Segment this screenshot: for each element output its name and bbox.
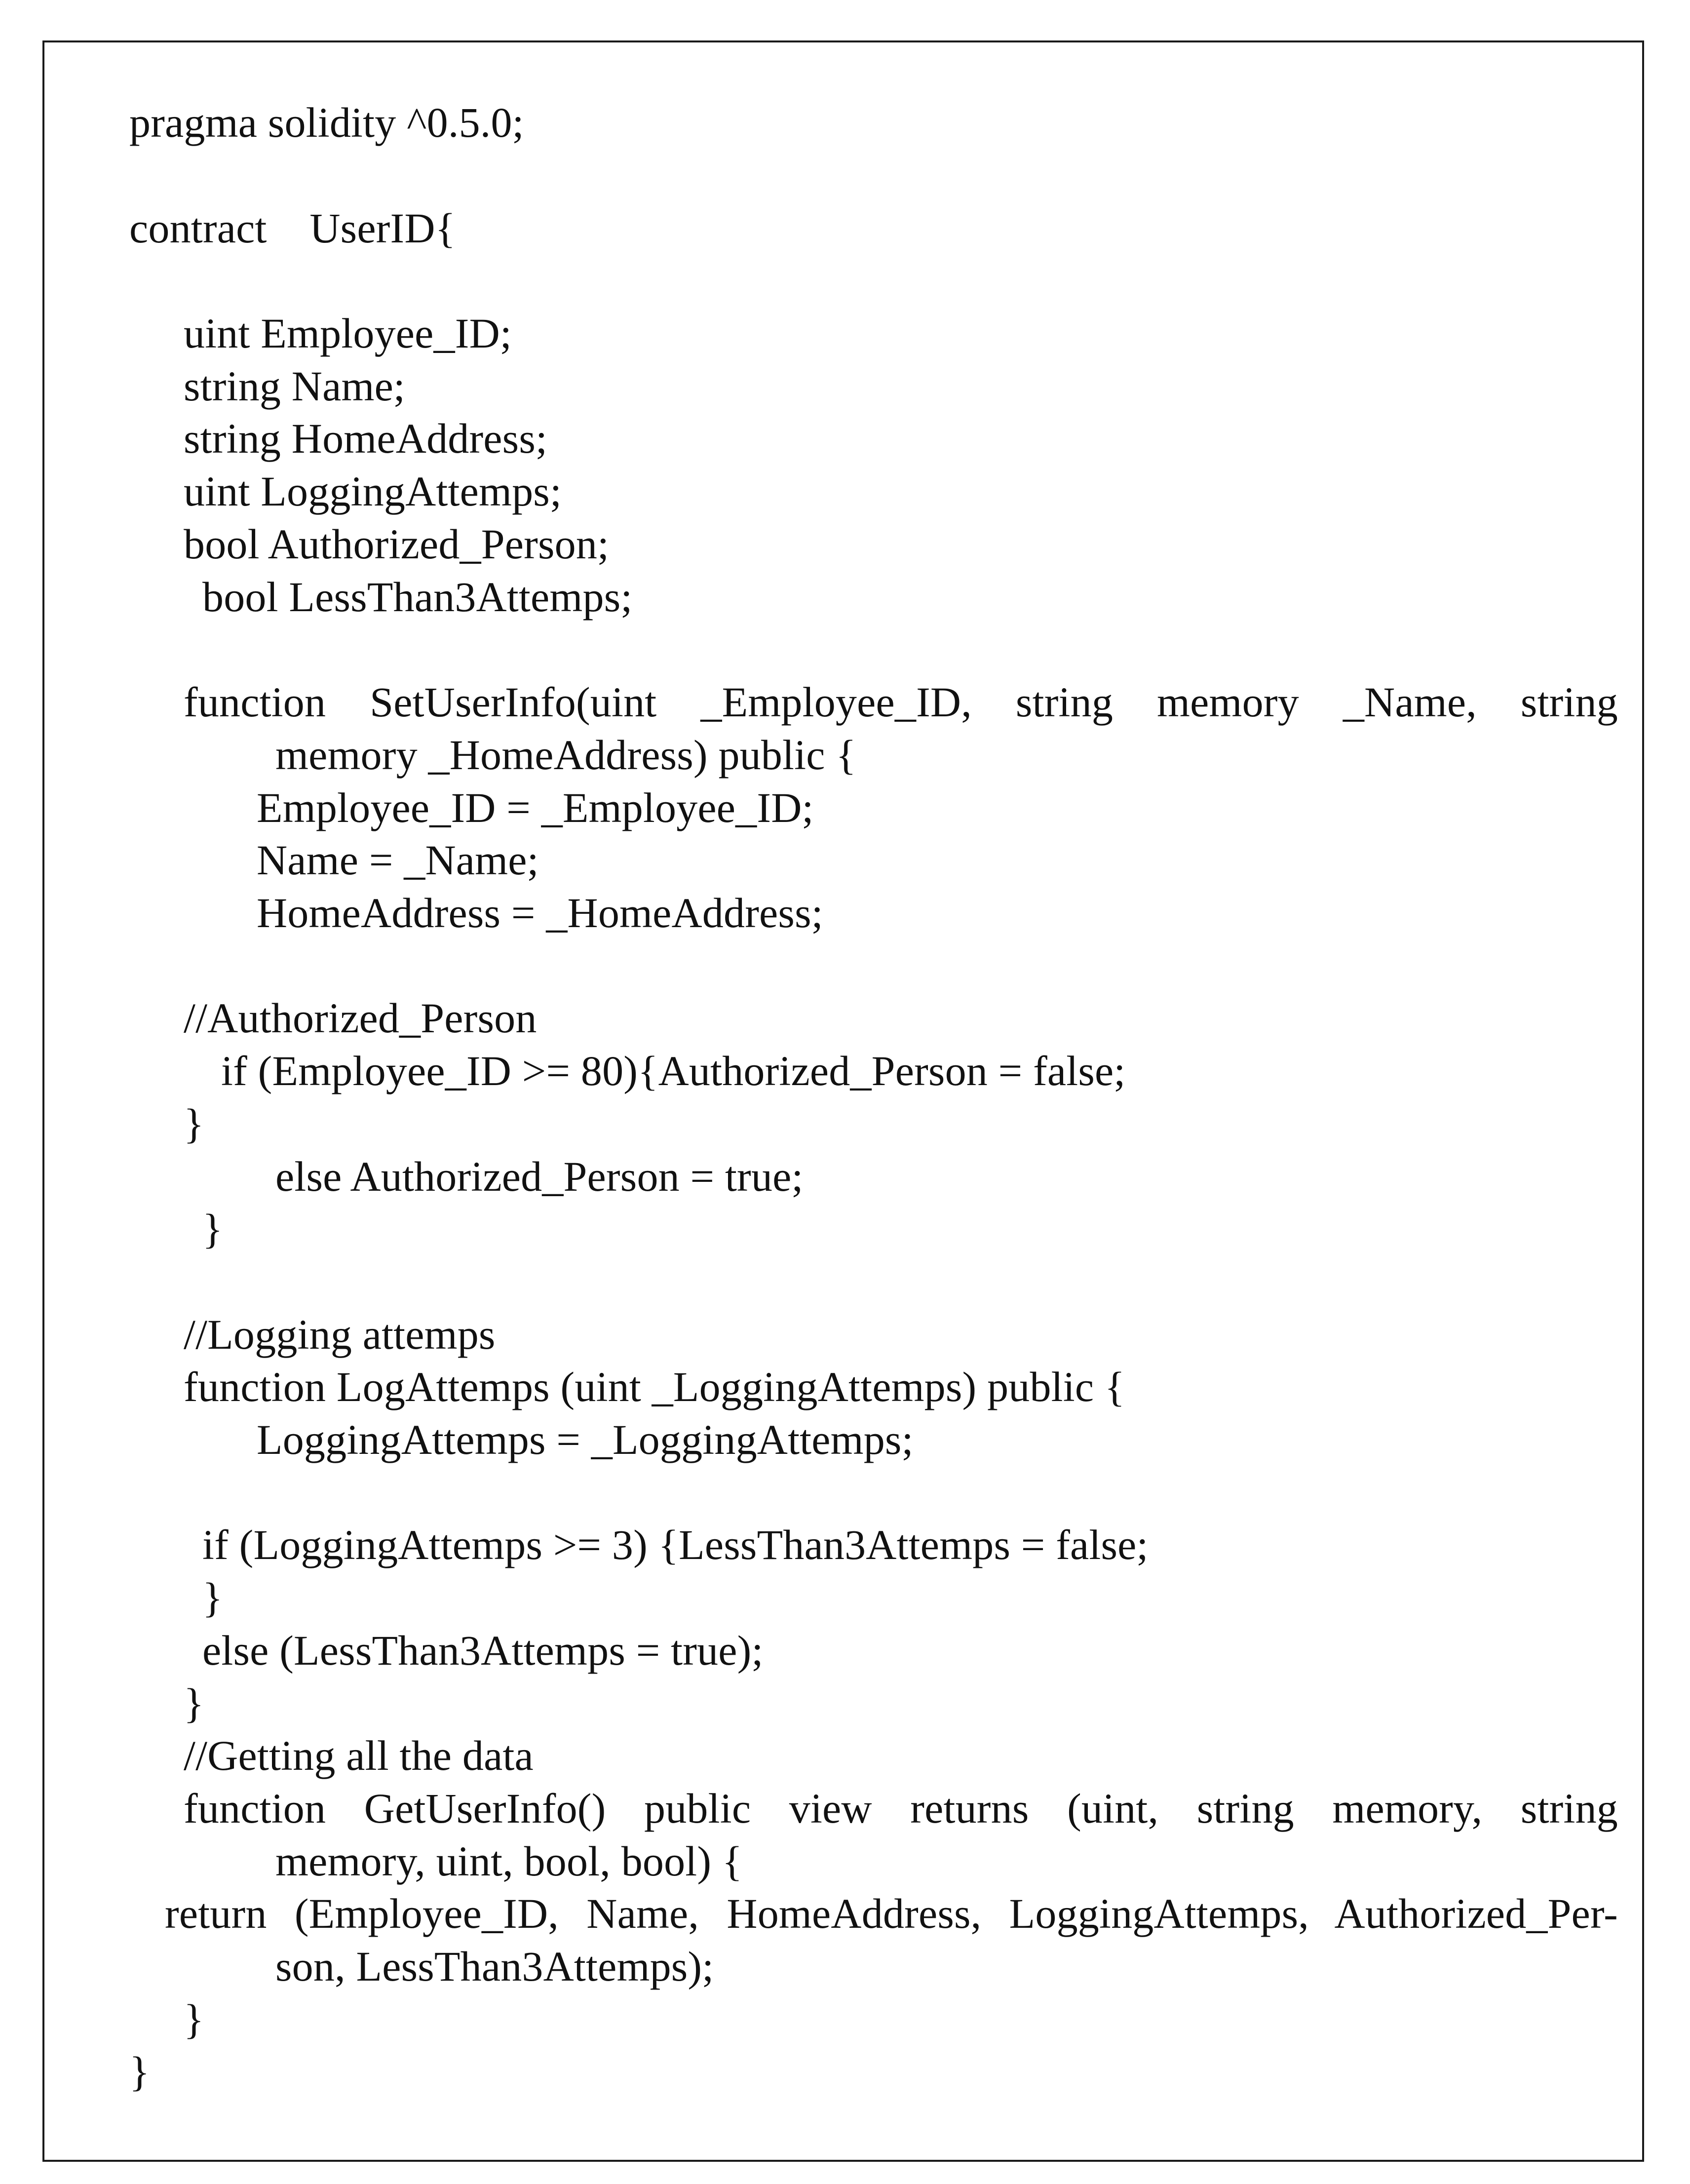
code-line: bool Authorized_Person; <box>184 520 610 568</box>
code-line: } <box>202 1205 223 1252</box>
code-line: memory, uint, bool, bool) { <box>275 1837 743 1885</box>
code-line: Employee_ID = _Employee_ID; <box>257 784 814 831</box>
code-line: HomeAddress = _HomeAddress; <box>257 889 823 936</box>
code-line: function GetUserInfo() public view returns (uint, string memory, string <box>184 1785 1618 1832</box>
code-line: } <box>129 2048 150 2095</box>
code-line: son, LessThan3Attemps); <box>275 1943 714 1990</box>
code-line: Name = _Name; <box>257 836 539 884</box>
code-line: uint Employee_ID; <box>184 310 512 357</box>
code-line: return (Employee_ID, Name, HomeAddress, LoggingAttemps, Authorized_Per- <box>165 1890 1618 1937</box>
code-line: bool LessThan3Attemps; <box>202 573 633 621</box>
code-line: uint LoggingAttemps; <box>184 468 562 515</box>
code-line: contract UserID{ <box>129 204 456 252</box>
code-line: if (Employee_ID >= 80){Authorized_Person = false; <box>221 1047 1126 1094</box>
code-line: //Logging attemps <box>184 1311 496 1358</box>
code-line: memory _HomeAddress) public { <box>275 731 856 779</box>
code-line: } <box>184 1679 204 1727</box>
code-line: } <box>202 1574 223 1621</box>
code-line: function LogAttemps (uint _LoggingAttemps) public { <box>184 1363 1125 1410</box>
code-line: function SetUserInfo(uint _Employee_ID, string memory _Name, string <box>184 678 1618 726</box>
code-line: } <box>184 1995 204 2043</box>
code-line: //Authorized_Person <box>184 994 537 1042</box>
code-line: LoggingAttemps = _LoggingAttemps; <box>257 1416 914 1463</box>
code-line: else (LessThan3Attemps = true); <box>202 1627 764 1674</box>
code-line: } <box>184 1100 204 1147</box>
code-line: if (LoggingAttemps >= 3) {LessThan3Attemps = false; <box>202 1521 1149 1568</box>
code-line: pragma solidity ^0.5.0; <box>129 99 524 146</box>
code-line: string Name; <box>184 362 406 410</box>
code-line: //Getting all the data <box>184 1732 534 1779</box>
code-line: string HomeAddress; <box>184 415 548 462</box>
code-line: else Authorized_Person = true; <box>275 1153 804 1200</box>
